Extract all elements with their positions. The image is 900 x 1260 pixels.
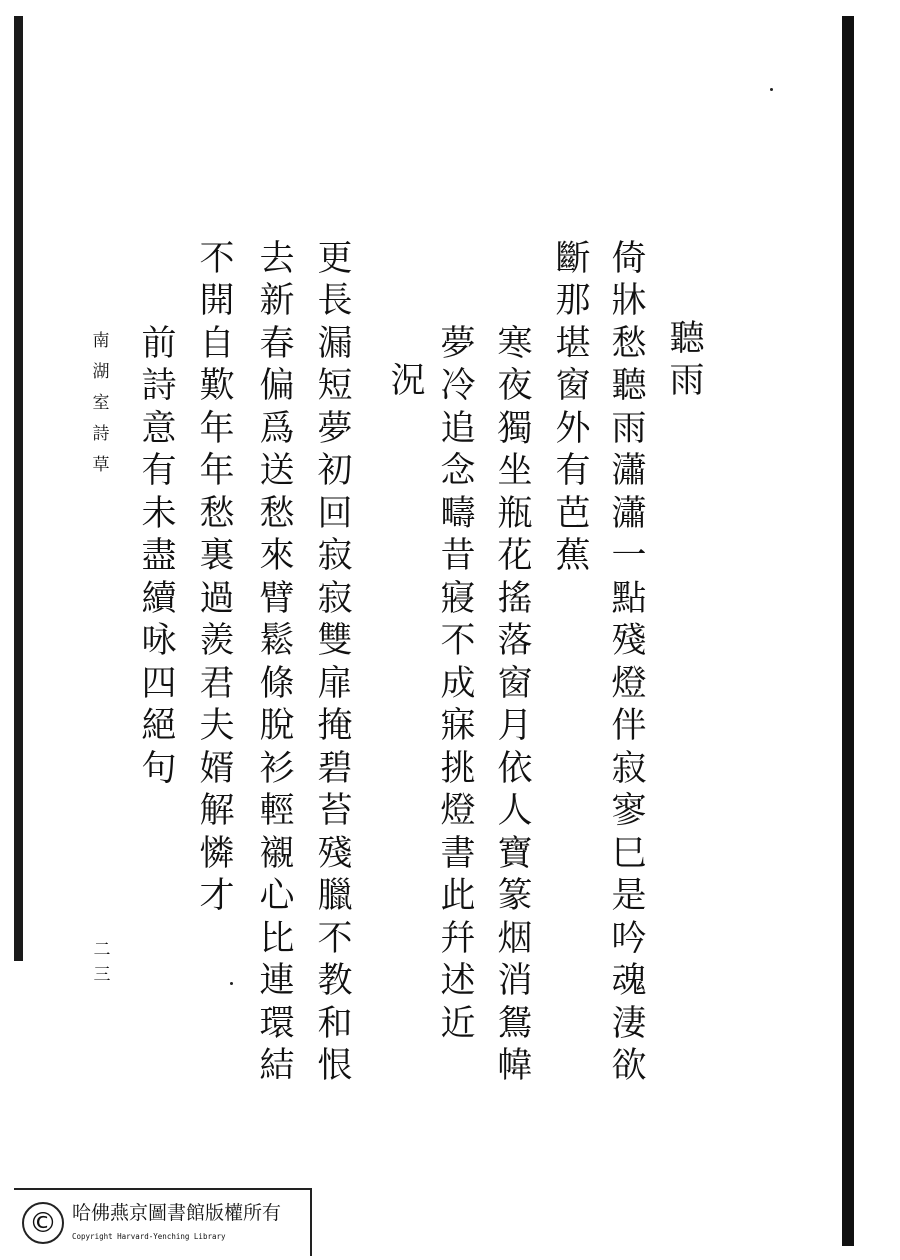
glyph: 搖 (497, 578, 533, 619)
glyph: 倚 (611, 238, 647, 279)
book-title-margin (88, 326, 114, 481)
glyph: 鴛 (497, 1003, 533, 1044)
glyph: 伴 (611, 706, 647, 747)
glyph: 盡 (141, 536, 177, 577)
glyph: 寥 (611, 791, 647, 832)
glyph: 那 (555, 281, 591, 322)
glyph: 憐 (199, 833, 235, 874)
glyph: 殘 (611, 621, 647, 662)
glyph: 心 (259, 876, 295, 917)
glyph: 掩 (317, 706, 353, 747)
glyph: 詩 (92, 424, 110, 444)
glyph: 蕉 (555, 536, 591, 577)
glyph: 昔 (440, 536, 476, 577)
glyph: 絕 (141, 706, 177, 747)
glyph: 寂 (611, 748, 647, 789)
glyph: 成 (440, 663, 476, 704)
poem-column-8 (192, 238, 242, 918)
glyph: 聽 (669, 318, 705, 359)
glyph: 一 (611, 536, 647, 577)
glyph: 述 (440, 961, 476, 1002)
glyph: 脫 (259, 706, 295, 747)
glyph: 寒 (497, 323, 533, 364)
glyph: 爲 (259, 408, 295, 449)
glyph: 愁 (199, 493, 235, 534)
glyph: 追 (440, 408, 476, 449)
glyph: 堪 (555, 323, 591, 364)
glyph: 況 (390, 360, 426, 401)
glyph: 人 (497, 791, 533, 832)
poem-column-2 (548, 238, 598, 578)
glyph: 不 (440, 621, 476, 662)
glyph: 過 (199, 578, 235, 619)
glyph: 不 (199, 238, 235, 279)
glyph: 愁 (259, 493, 295, 534)
glyph: 比 (259, 918, 295, 959)
glyph: 點 (611, 578, 647, 619)
poem-column-1 (604, 238, 654, 1088)
poem-column-5 (383, 360, 433, 403)
poem-column-9 (134, 323, 184, 791)
glyph: 寢 (440, 578, 476, 619)
glyph: 碧 (317, 748, 353, 789)
glyph: 冷 (440, 366, 476, 407)
glyph: 前 (141, 323, 177, 364)
glyph: 四 (141, 663, 177, 704)
glyph: 條 (259, 663, 295, 704)
glyph: 寶 (497, 833, 533, 874)
speck (230, 982, 233, 985)
glyph: 有 (141, 451, 177, 492)
glyph: 魂 (611, 961, 647, 1002)
glyph: 開 (199, 281, 235, 322)
glyph: 瀟 (611, 451, 647, 492)
glyph: 句 (141, 748, 177, 789)
glyph: 回 (317, 493, 353, 534)
glyph: 烟 (497, 918, 533, 959)
glyph: 此 (440, 876, 476, 917)
glyph: 窗 (497, 663, 533, 704)
glyph: 坐 (497, 451, 533, 492)
page-number: 二三 (93, 940, 111, 985)
glyph: 偏 (259, 366, 295, 407)
glyph: 來 (259, 536, 295, 577)
glyph: 牀 (611, 281, 647, 322)
glyph: 落 (497, 621, 533, 662)
glyph: 苔 (317, 791, 353, 832)
glyph: 燈 (611, 663, 647, 704)
glyph: 燈 (440, 791, 476, 832)
glyph: 是 (611, 876, 647, 917)
glyph: 環 (259, 1003, 295, 1044)
glyph: 夫 (199, 706, 235, 747)
glyph: 漏 (317, 323, 353, 364)
glyph: 教 (317, 961, 353, 1002)
glyph: 未 (141, 493, 177, 534)
glyph: 襯 (259, 833, 295, 874)
glyph: 短 (317, 366, 353, 407)
glyph: 愁 (611, 323, 647, 364)
glyph: 雨 (669, 361, 705, 402)
copyright-chinese: 哈佛燕京圖書館版權所有 (72, 1202, 282, 1224)
glyph: 和 (317, 1003, 353, 1044)
glyph: 自 (199, 323, 235, 364)
poem-title (662, 318, 712, 403)
glyph: 夢 (440, 323, 476, 364)
page-left-edge (14, 16, 23, 961)
glyph: 年 (199, 451, 235, 492)
glyph: 不 (317, 918, 353, 959)
glyph: 獨 (497, 408, 533, 449)
glyph: 芭 (555, 493, 591, 534)
glyph: 歎 (199, 366, 235, 407)
glyph: 寂 (317, 536, 353, 577)
glyph: 新 (259, 281, 295, 322)
glyph: 長 (317, 281, 353, 322)
glyph: 連 (259, 961, 295, 1002)
poem-column-7 (252, 238, 302, 1088)
glyph: 鬆 (259, 621, 295, 662)
glyph: 幷 (440, 918, 476, 959)
glyph: 扉 (317, 663, 353, 704)
glyph: 窗 (555, 366, 591, 407)
copyright-english: Copyright Harvard-Yenching Library (72, 1232, 226, 1241)
poem-column-4 (433, 323, 483, 1046)
glyph: 夜 (497, 366, 533, 407)
glyph: 去 (259, 238, 295, 279)
glyph: 依 (497, 748, 533, 789)
glyph: 巳 (611, 833, 647, 874)
glyph: 近 (440, 1003, 476, 1044)
glyph: 吟 (611, 918, 647, 959)
glyph: 聽 (611, 366, 647, 407)
copyright-stamp (14, 1188, 312, 1256)
glyph: 花 (497, 536, 533, 577)
glyph: 年 (199, 408, 235, 449)
glyph: 恨 (317, 1046, 353, 1087)
glyph: 解 (199, 791, 235, 832)
glyph: 南 (92, 331, 110, 351)
glyph: 書 (440, 833, 476, 874)
glyph: 衫 (259, 748, 295, 789)
glyph: 續 (141, 578, 177, 619)
glyph: 消 (497, 961, 533, 1002)
glyph: 君 (199, 663, 235, 704)
copyright-icon: © (22, 1202, 64, 1244)
glyph: 湖 (92, 362, 110, 382)
glyph: 初 (317, 451, 353, 492)
glyph: 寂 (317, 578, 353, 619)
glyph: 月 (497, 706, 533, 747)
glyph: 更 (317, 238, 353, 279)
glyph: 念 (440, 451, 476, 492)
glyph: 意 (141, 408, 177, 449)
glyph: 夢 (317, 408, 353, 449)
glyph: 寐 (440, 706, 476, 747)
glyph: 外 (555, 408, 591, 449)
glyph: 婿 (199, 748, 235, 789)
glyph: 裏 (199, 536, 235, 577)
glyph: 結 (259, 1046, 295, 1087)
glyph: 淒 (611, 1003, 647, 1044)
glyph: 幃 (497, 1046, 533, 1087)
glyph: 殘 (317, 833, 353, 874)
glyph: 羨 (199, 621, 235, 662)
glyph: 瓶 (497, 493, 533, 534)
poem-column-3 (490, 323, 540, 1088)
glyph: 挑 (440, 748, 476, 789)
glyph: 春 (259, 323, 295, 364)
glyph: 斷 (555, 238, 591, 279)
glyph: 雨 (611, 408, 647, 449)
glyph: 臘 (317, 876, 353, 917)
glyph: 雙 (317, 621, 353, 662)
glyph: 輕 (259, 791, 295, 832)
poem-column-6 (310, 238, 360, 1088)
glyph: 臂 (259, 578, 295, 619)
glyph: 有 (555, 451, 591, 492)
glyph: 瀟 (611, 493, 647, 534)
glyph: 送 (259, 451, 295, 492)
glyph: 篆 (497, 876, 533, 917)
glyph: 室 (92, 393, 110, 413)
glyph: 詩 (141, 366, 177, 407)
glyph: 咏 (141, 621, 177, 662)
glyph: 欲 (611, 1046, 647, 1087)
glyph: 疇 (440, 493, 476, 534)
page-right-edge (842, 16, 854, 1246)
speck (770, 88, 773, 91)
glyph: 才 (199, 876, 235, 917)
glyph: 草 (92, 455, 110, 475)
